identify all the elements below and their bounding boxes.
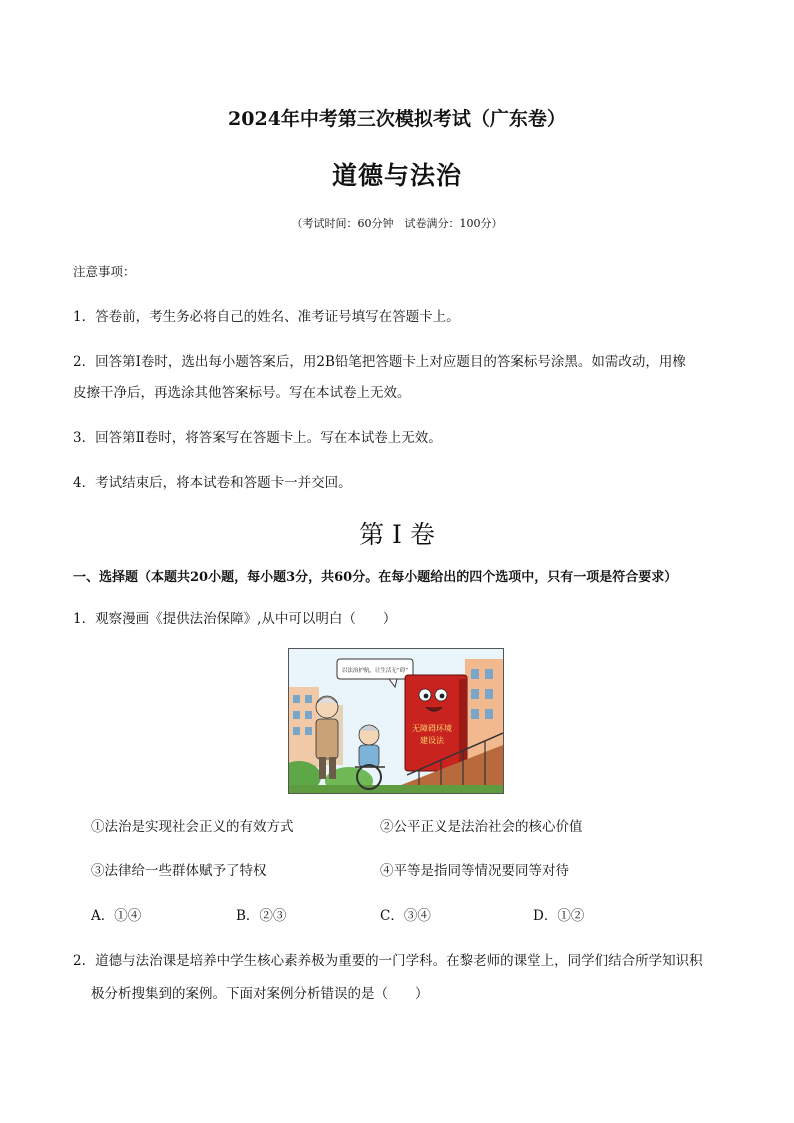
choice-a: A．①④ <box>91 908 142 924</box>
choice-d: D．①② <box>533 908 585 924</box>
notice-item-4: 4．考试结束后，将本试卷和答题卡一并交回。 <box>73 475 352 491</box>
choice-c: C．③④ <box>380 908 431 924</box>
statement-4: ④平等是指同等情况要同等对待 <box>380 863 569 879</box>
notice-item-2-cont: 皮擦干净后，再选涂其他答案标号。写在本试卷上无效。 <box>73 385 411 401</box>
notice-heading: 注意事项： <box>73 264 136 279</box>
cartoon-image <box>288 648 504 794</box>
notice-item-2: 2．回答第Ⅰ卷时，选出每小题答案后，用2B铅笔把答题卡上对应题目的答案标号涂黑。如需改动，用橡 <box>73 354 686 370</box>
question-1-stem: 1．观察漫画《提供法治保障》,从中可以明白（ ） <box>73 611 397 627</box>
part-title: 第 I 卷 <box>359 520 435 549</box>
statement-1: ①法治是实现社会正义的有效方式 <box>91 819 294 835</box>
cartoon-speech-text: 以法治护航，让生活无“碍” <box>341 668 409 674</box>
statement-3: ③法律给一些群体赋予了特权 <box>91 863 267 879</box>
exam-title: 2024年中考第三次模拟考试（广东卷） <box>228 108 566 130</box>
notice-item-3: 3．回答第Ⅱ卷时，将答案写在答题卡上。写在本试卷上无效。 <box>73 430 442 446</box>
cartoon-book-text-1: 无障碍环境 <box>412 724 452 733</box>
question-2-stem-line-2: 极分析搜集到的案例。下面对案例分析错误的是（ ） <box>91 986 429 1002</box>
exam-info: （考试时间：60分钟 试卷满分：100分） <box>291 217 503 230</box>
cartoon-book-text-2: 建设法 <box>420 736 444 745</box>
question-2-stem-line-1: 2．道德与法治课是培养中学生核心素养极为重要的一门学科。在黎老师的课堂上，同学们结合所学知识积 <box>73 953 703 969</box>
notice-item-1: 1．答卷前，考生务必将自己的姓名、准考证号填写在答题卡上。 <box>73 309 460 325</box>
section-heading: 一、选择题（本题共20小题，每小题3分，共60分。在每小题给出的四个选项中，只有一项是符合要求） <box>73 570 678 585</box>
choice-b: B．②③ <box>236 908 287 924</box>
subject-title: 道德与法治 <box>331 161 462 190</box>
statement-2: ②公平正义是法治社会的核心价值 <box>380 819 583 835</box>
